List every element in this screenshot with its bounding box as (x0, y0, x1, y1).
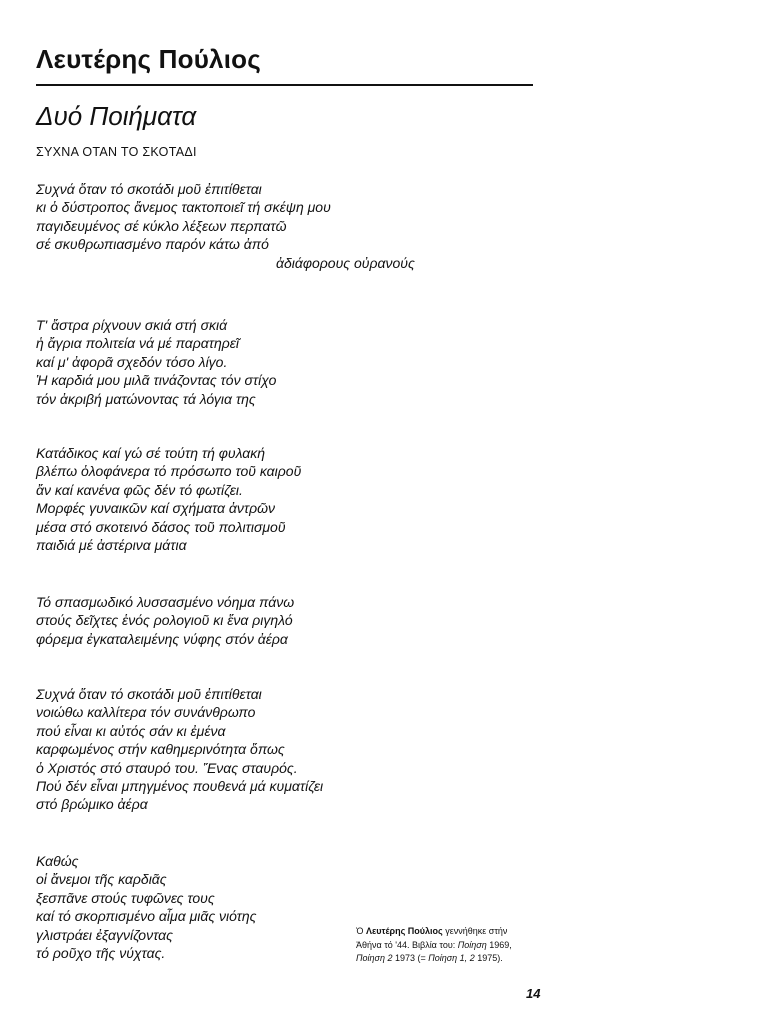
poem-line: παιδιά μέ ἀστέρινα μάτια (36, 537, 187, 554)
poem-line: στό βρώμικο ἀέρα (36, 796, 148, 813)
bio-text: Ἀθήνα τό '44. Βιβλία του: (356, 939, 458, 950)
poem-line: καρφωμένος στήν καθημερινότητα ὅπως (36, 741, 285, 758)
poem-line: Τ' ἄστρα ρίχνουν σκιά στή σκιά (36, 317, 228, 333)
bio-book-title: Ποίηση 2 (356, 953, 393, 963)
bio-text: 1975). (474, 953, 503, 963)
poem-line: Μορφές γυναικῶν καί σχήματα ἀντρῶν (36, 500, 276, 517)
poem-line: σέ σκυθρωπιασμένο παρόν κάτω ἀπό (36, 236, 269, 253)
poem-line: μέσα στό σκοτεινό δάσος τοῦ πολιτισμοῦ (36, 518, 286, 535)
stanza-1 (36, 180, 415, 272)
stanza-6 (36, 852, 256, 962)
bio-book-title: Ποίηση (457, 939, 487, 950)
poem-line: καί μ' ἀφορᾶ σχεδόν τόσο λίγο. (36, 353, 228, 370)
stanza-3 (36, 444, 301, 554)
bio-line (356, 939, 606, 953)
bio-text: γεννήθηκε στήν (442, 926, 508, 936)
poem-line: Κατάδικος καί γώ σέ τούτη τή φυλακή (36, 445, 266, 461)
poem-line: φόρεμα ἐγκαταλειμένης νύφης στόν ἀέρα (36, 630, 288, 647)
poem-line: νοιώθω καλλίτερα τόν συνάνθρωπο (36, 704, 256, 721)
stanza-5 (36, 685, 323, 814)
author-name: Λευτέρης Πούλιος (36, 44, 261, 74)
header-rule (36, 84, 533, 86)
poem-line: Τό σπασμωδικό λυσσασμένο νόημα πάνω (36, 594, 295, 610)
poem-line: καί τό σκορπισμένο αἷμα μιᾶς νιότης (36, 908, 257, 925)
poem-line: στούς δεῖχτες ἑνός ρολογιοῦ κι ἕνα ριγηλό (36, 612, 293, 629)
poem-line: Καθώς (36, 853, 79, 869)
page-number: 14 (526, 986, 541, 1001)
poem-line: βλέπω ὁλοφάνερα τό πρόσωπο τοῦ καιροῦ (36, 463, 302, 480)
poem-line-indented: ἀδιάφορους οὐρανούς (276, 254, 415, 271)
bio-author-name: Λευτέρης Πούλιος (365, 926, 443, 936)
poem-line: Συχνά ὅταν τό σκοτάδι μοῦ ἐπιτίθεται (36, 181, 262, 197)
poem-line: ἄν καί κανένα φῶς δέν τό φωτίζει. (36, 481, 243, 498)
poem-title: ΣΥΧΝΑ ΟΤΑΝ ΤΟ ΣΚΟΤΑΔΙ (36, 145, 197, 159)
page-title: Δυό Ποιήματα (36, 101, 197, 131)
poem-line: ἡ ἄγρια πολιτεία νά μέ παρατηρεῖ (36, 335, 240, 352)
bio-book-title: Ποίηση 1, 2 (428, 953, 475, 963)
poem-line: Συχνά ὅταν τό σκοτάδι μοῦ ἐπιτίθεται (36, 686, 262, 702)
poem-line: κι ὁ δύστροπος ἄνεμος τακτοποιεῖ τή σκέψη μου (36, 199, 331, 216)
author-bio-note (356, 925, 606, 966)
poem-line: Ἡ καρδιά μου μιλᾶ τινάζοντας τόν στίχο (36, 372, 277, 389)
poem-line: τόν ἀκριβή ματώνοντας τά λόγια της (36, 390, 256, 407)
bio-text: Ὁ (356, 926, 366, 936)
stanza-2 (36, 316, 276, 408)
poem-line: γλιστράει ἐξαγνίζοντας (36, 926, 173, 943)
poem-line: ξεσπᾶνε στούς τυφῶνες τους (36, 889, 215, 906)
stanza-4 (36, 593, 294, 648)
bio-text: 1969, (486, 939, 512, 950)
poem-line: τό ροῦχο τῆς νύχτας. (36, 945, 166, 962)
bio-line (356, 925, 606, 939)
poem-line: ὁ Χριστός στό σταυρό του. Ἕνας σταυρός. (36, 759, 298, 776)
poem-line: πού εἶναι κι αὐτός σάν κι ἐμένα (36, 722, 226, 739)
poem-line: παγιδευμένος σέ κύκλο λέξεων περπατῶ (36, 217, 287, 234)
bio-line (356, 952, 606, 966)
bio-text: 1973 (= (392, 953, 429, 963)
poem-line: Πού δέν εἶναι μπηγμένος πουθενά μά κυματίζει (36, 778, 324, 795)
poem-line: οἱ ἄνεμοι τῆς καρδιᾶς (36, 871, 167, 888)
